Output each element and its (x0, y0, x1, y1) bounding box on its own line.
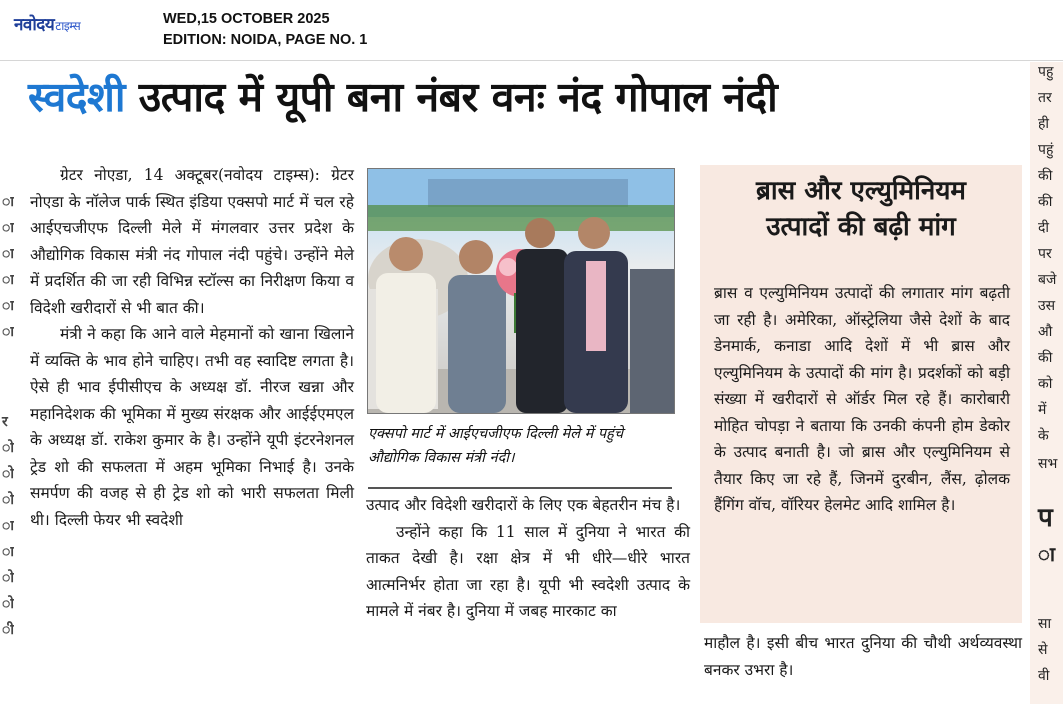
logo-sub: टाइम्स (55, 19, 81, 33)
left-fragment-char: ा (2, 518, 14, 534)
left-fragment-char: ो (2, 492, 14, 508)
left-fragment-char: ो (2, 596, 14, 612)
right-fragment-word: बजे (1038, 272, 1057, 288)
sidebar-title-line: उत्पादों की बढ़ी मांग (766, 212, 956, 242)
right-fragment-word: में (1038, 402, 1047, 418)
article-paragraph: ग्रेटर नोएडा, 14 अक्टूबर(नवोदय टाइम्स): ग्रेटर नोएडा के नॉलेज पार्क स्थित इंडिया एक्सपो मार्ट में चल रहे आईएचजीएफ दिल्ली मेले में मंगलवार उत्तर प्रदेश के औद्योगिक विकास मंत्री नंद गोपाल नंदी पहुंचे। उन्होंने मेले में प्रदर्शित की जा रही विभिन्न स्टॉल्स का निरीक्षण किया व विदेशी खरीदारों से भी बात की। (30, 166, 354, 317)
article-column-2 (366, 492, 690, 625)
newspaper-logo[interactable] (14, 12, 80, 35)
right-column-fragment (1030, 62, 1063, 704)
article-paragraph: मंत्री ने कहा कि आने वाले मेहमानों को खाना खिलाने में व्यक्ति के भाव होने चाहिए। तभी वह स्वादिष्ट लगता है। ऐसे ही भाव ईपीसीएच के अध्यक्ष डॉ. नीरज खन्ना और महानिदेशक की भूमिका में मुख्य संरक्षक और आईईएमएल के अध्यक्ष डॉ. राकेश कुमार के है। उन्होंने यूपी इंटरनेशनल ट्रेड शो की सफलता में अहम भूमिका निभाई है। उनके समर्पण की वजह से ही ट्रेड शो को भारी सफलता मिली थी। दिल्ली फेयर भी स्वदेशी (30, 325, 354, 529)
right-fragment-word: सा (1038, 616, 1052, 632)
right-fragment-word: तर (1038, 90, 1052, 106)
photo-illustration (368, 169, 674, 413)
right-fragment-word: ा (1038, 542, 1056, 566)
article-paragraph: उन्होंने कहा कि 11 साल में दुनिया ने भारत की ताकत देखी है। रक्षा क्षेत्र में भी धीरे—धीरे भारत आत्मनिर्भर होता जा रहा है। यूपी भी स्वदेशी उत्पाद के मामले में नंबर है। दुनिया में जबह मारकाट का (366, 522, 690, 620)
left-fragment-char: ा (2, 544, 14, 560)
left-fragment-char: ो (2, 466, 14, 482)
sidebar-box-title (700, 173, 1022, 245)
right-fragment-word: से (1038, 642, 1048, 658)
right-fragment-word: की (1038, 168, 1053, 184)
left-column-fragment (0, 62, 14, 704)
right-fragment-word: सभ (1038, 456, 1058, 472)
right-fragment-word: पहुं (1038, 142, 1054, 158)
right-fragment-word: पहु (1038, 64, 1054, 80)
right-fragment-word: के (1038, 428, 1049, 444)
article-paragraph: माहौल है। इसी बीच भारत दुनिया की चौथी अर्थव्यवस्था बनकर उभरा है। (704, 634, 1022, 679)
right-fragment-word: दी (1038, 220, 1050, 236)
headline-accent: स्वदेशी (28, 73, 126, 121)
right-fragment-word: औ (1038, 324, 1053, 340)
sidebar-title-line: ब्रास और एल्युमिनियम (756, 176, 966, 206)
right-fragment-word: को (1038, 376, 1053, 392)
article-clipping (14, 62, 1028, 704)
left-fragment-char: ा (2, 194, 14, 210)
sidebar-box-body: ब्रास व एल्युमिनियम उत्पादों की लगातार मांग बढ़ती जा रही है। अमेरिका, ऑस्ट्रेलिया जैसे देशों के बाद डेनमार्क, कनाडा आदि देशों में भी ब्रास और एल्युमिनियम के उत्पादों की मांग है। प्रदर्शकों को बड़ी संख्या में खरीदारों से ऑर्डर मिल रहे हैं। कारोबारी मोहित चोपड़ा ने बताया कि उनकी कंपनी होम डेकोर के उत्पाद बनाती है। जो ब्रास और एल्युमिनियम से तैयार किए जा रहे हैं, जिनमें दुरबीन, लैंस, ढ़ोलक हैंगिंग वॉच, वॉरियर हेलमेट आदि शामिल है। (714, 284, 1010, 514)
logo-main: नवोदय (14, 15, 55, 35)
article-column-1 (30, 162, 354, 533)
edition-meta (163, 9, 367, 51)
top-bar (0, 0, 1063, 61)
left-fragment-char: ा (2, 272, 14, 288)
right-fragment-word: ही (1038, 116, 1050, 132)
right-fragment-word: पर (1038, 246, 1052, 262)
article-paragraph: उत्पाद और विदेशी खरीदारों के लिए एक बेहतरीन मंच है। (366, 496, 681, 514)
headline-text: उत्पाद में यूपी बना नंबर वनः नंद गोपाल नंदी (125, 73, 778, 121)
left-fragment-char: ो (2, 440, 14, 456)
article-column-3 (704, 630, 1022, 683)
left-fragment-char: ो (2, 570, 14, 586)
edition-date: WED,15 OCTOBER 2025 (163, 11, 330, 27)
edition-page: EDITION: NOIDA, PAGE NO. 1 (163, 32, 368, 48)
right-fragment-word: उस (1038, 298, 1056, 314)
right-fragment-word: की (1038, 350, 1053, 366)
left-fragment-char: ी (2, 622, 14, 638)
left-fragment-char: ा (2, 298, 14, 314)
left-fragment-char: ा (2, 246, 14, 262)
right-fragment-word: प (1038, 503, 1053, 533)
news-photo (367, 168, 675, 414)
left-fragment-char: ा (2, 324, 14, 340)
photo-caption: एक्सपो मार्ट में आईएचजीएफ दिल्ली मेले में पहुंचे औद्योगिक विकास मंत्री नंदी। (368, 426, 624, 466)
sidebar-box (700, 165, 1022, 623)
caption-divider (368, 487, 672, 489)
right-fragment-word: वी (1038, 668, 1050, 684)
left-fragment-char: र (2, 414, 8, 430)
left-fragment-char: ा (2, 220, 14, 236)
headline (28, 69, 1028, 125)
right-fragment-word: की (1038, 194, 1053, 210)
